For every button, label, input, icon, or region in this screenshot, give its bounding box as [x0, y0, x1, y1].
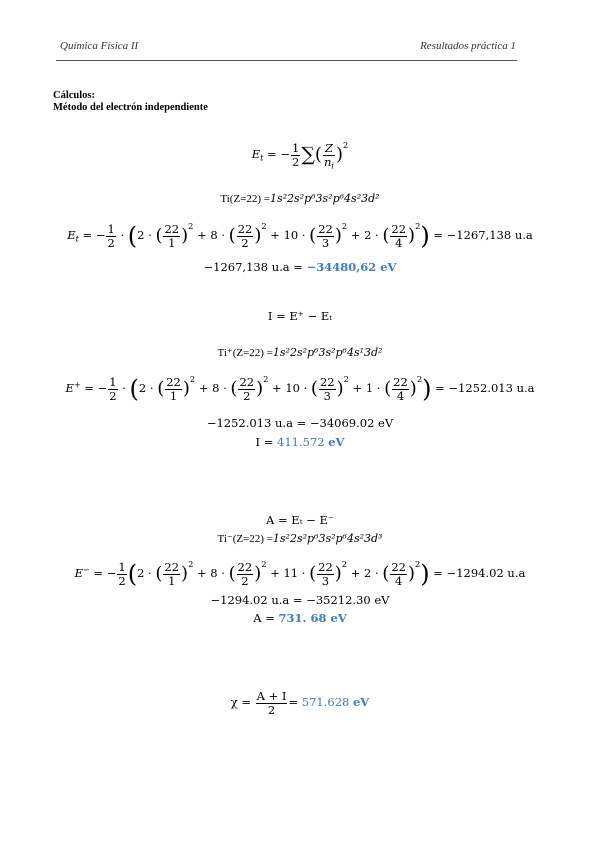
affinity-formula: A = Eₜ − E⁻	[266, 513, 334, 527]
ti-config-prefix: Ti(Z=22) =	[220, 193, 270, 205]
header-right: Resultados práctica 1	[420, 40, 516, 52]
anion-result-au: = −1294.02 u.a	[433, 566, 526, 581]
total-energy-formula: $E_t$ = − $\frac{1}{2}$ ∑( $\frac{Z}{n_i}$ )$^2$	[251, 140, 349, 171]
header-rule	[56, 60, 517, 61]
ti-minus-configuration	[0, 532, 600, 545]
affinity-value: A = 731. 68 eV	[253, 611, 347, 625]
ti-minus-config-orbitals: 1s²2s²p⁶3s²p⁶4s²3d³	[272, 532, 383, 545]
ionization-unit: eV	[328, 435, 345, 449]
neutral-energy-ev: −34480,62 eV	[306, 260, 397, 274]
cation-result-au: = −1252.013 u.a	[435, 381, 535, 396]
ti-minus-config-prefix: Ti⁻(Z=22) =	[217, 533, 273, 545]
ionization-ev: 411.572	[277, 435, 325, 449]
neutral-energy-equation: $E_t$ = − $\frac{1}{2}$ · (2 · ( $\frac{22}{1}$ )$^2$ + 8 · ( $\frac{22}{2}$ )$^2$ + 10 · ( $\frac{22}{3}$ )$^2$ + 2 · ( $\frac{22}{4}$ )$^2$) = −1267,138 u.a	[67, 221, 533, 251]
ti-plus-config-orbitals: 1s²2s²p⁶3s²p⁶4s¹3d²	[272, 346, 383, 359]
ionization-formula: I = E⁺ − Eₜ	[267, 309, 333, 323]
ti-plus-config-prefix: Ti⁺(Z=22) =	[217, 347, 273, 359]
ti-plus-configuration	[0, 346, 600, 359]
anion-energy-conversion: −1294.02 u.a = −35212.30 eV	[210, 593, 390, 607]
ti-config-orbitals: 1s²2s²p⁶3s²p⁶4s²3d²	[270, 192, 380, 205]
electronegativity-unit: eV	[352, 695, 370, 710]
cation-energy-equation: E+ = − $\frac{1}{2}$ · (2 · ( $\frac{22}{1}$ )$^2$ + 8 · ( $\frac{22}{2}$ )$^2$ + 10 · ( $\frac{22}{3}$ )$^2$ + 1 · ( $\frac{22}{4}$ )$^2$) = −1252.013 u.a	[65, 374, 535, 404]
section-subtitle: Método del electrón independiente	[53, 102, 208, 113]
neutral-result-au: = −1267,138 u.a	[433, 228, 533, 243]
electronegativity-ev: 571.628	[301, 695, 350, 710]
cation-energy-conversion: −1252.013 u.a = −34069.02 eV	[206, 416, 394, 430]
electronegativity-equation: χ = $\frac{A + I}{2}$ = 571.628 eV	[230, 689, 370, 717]
ti-configuration	[0, 192, 600, 205]
affinity-ev: 731. 68 eV	[278, 611, 347, 625]
header-left: Química Física II	[60, 40, 139, 52]
anion-energy-equation: E− = − $\frac{1}{2}$ (2 · ( $\frac{22}{1}$ )$^2$ + 8 · ( $\frac{22}{2}$ )$^2$ + 11 · ( $\frac{22}{3}$ )$^2$ + 2 · ( $\frac{22}{4}$ )$^2$) = −1294.02 u.a	[74, 559, 526, 589]
ionization-value: I = 411.572 eV	[255, 435, 345, 449]
section-title: Cálculos:	[53, 90, 95, 101]
neutral-energy-conversion: −1267,138 u.a = −34480,62 eV	[203, 260, 397, 274]
